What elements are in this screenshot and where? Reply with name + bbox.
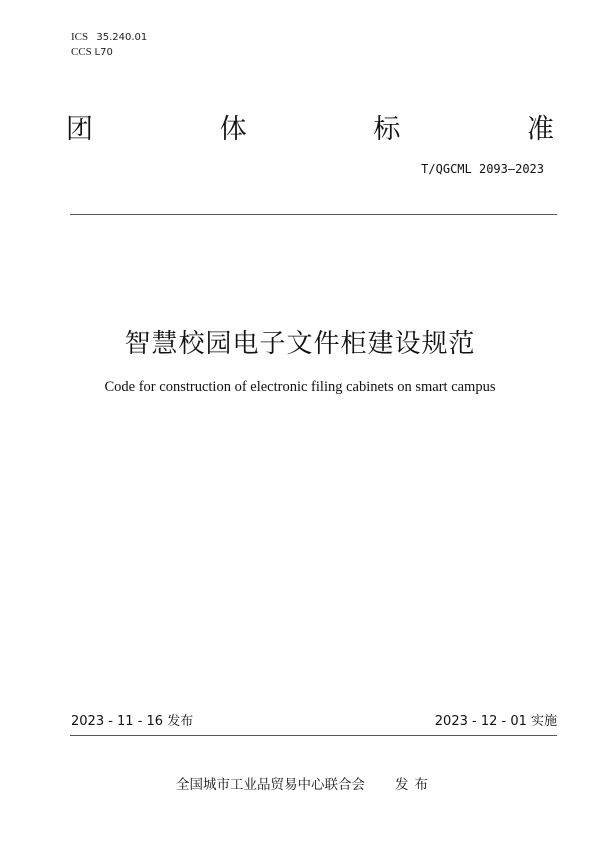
bottom-divider	[70, 735, 557, 736]
document-title-chinese: 智慧校园电子文件柜建设规范	[124, 329, 476, 359]
publisher-name: 全国城市工业品贸易中心联合会	[176, 777, 365, 793]
standard-number: T/QGCML 2093—2023	[421, 162, 544, 176]
doc-type-char: 体	[219, 114, 247, 145]
top-divider	[70, 214, 557, 215]
ics-label: ICS	[71, 31, 89, 43]
document-type-heading	[66, 114, 554, 146]
publish-action: 发布	[395, 777, 434, 793]
doc-type-char: 准	[526, 114, 554, 145]
publisher-line	[176, 777, 434, 793]
ccs-classification	[71, 46, 113, 59]
implementation-date: 2023 - 12 - 01 实施	[434, 714, 557, 729]
document-title-english: Code for construction of electronic filing cabinets on smart campus	[104, 379, 496, 395]
ccs-label: CCS	[71, 46, 92, 58]
ics-classification	[71, 31, 147, 44]
publish-date: 2023 - 11 - 16 发布	[71, 714, 194, 729]
ics-code: 35.240.01	[96, 32, 148, 43]
doc-type-char: 团	[66, 114, 93, 145]
doc-type-char: 标	[373, 114, 401, 145]
ccs-code: L70	[94, 47, 113, 58]
